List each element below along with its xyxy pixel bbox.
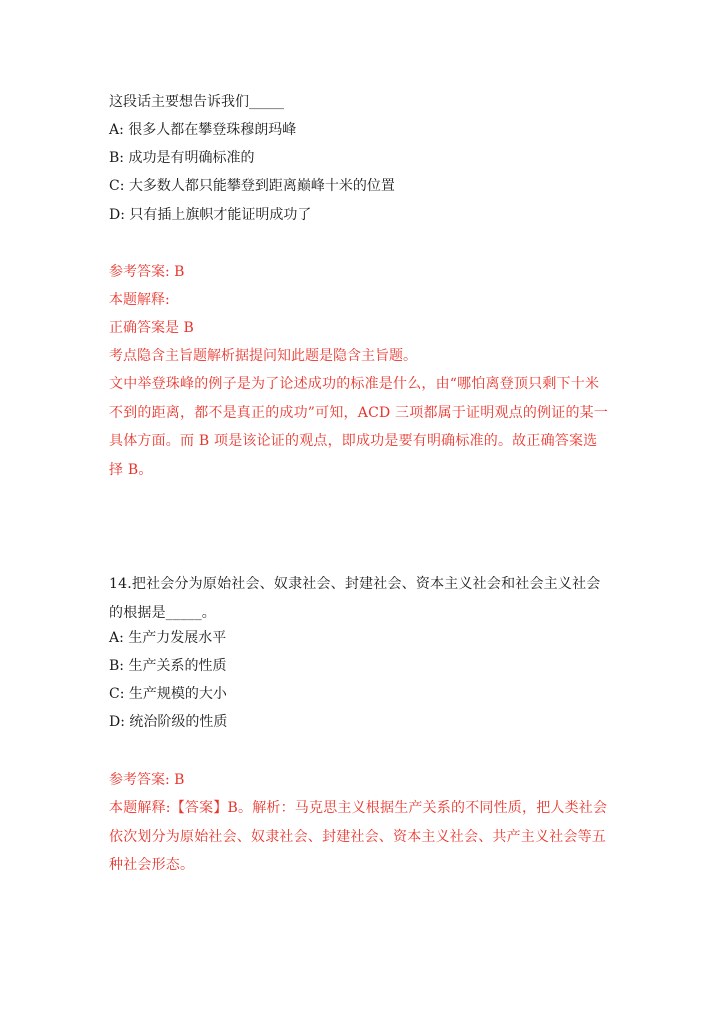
q14-option-c: C: 生产规模的大小 bbox=[109, 686, 227, 702]
q14-explanation: 本题解释:【答案】B。解析：马克思主义根据生产关系的不同性质，把人类社会依次划分为原始社会、奴隶社会、封建社会、资本主义社会、共产主义社会等五种社会形态。 bbox=[109, 800, 608, 874]
q14-option-b: B: 生产关系的性质 bbox=[109, 658, 227, 674]
explanation-correct-answer: 正确答案是 B bbox=[109, 320, 194, 336]
explanation-key-point: 考点隐含主旨题解析据提问知此题是隐含主旨题。 bbox=[109, 348, 417, 364]
option-a: A: 很多人都在攀登珠穆朗玛峰 bbox=[109, 122, 297, 138]
option-b: B: 成功是有明确标准的 bbox=[109, 150, 255, 166]
q14-option-a: A: 生产力发展水平 bbox=[109, 630, 227, 646]
explanation-paragraph: 文中举登珠峰的例子是为了论述成功的标准是什么，由“哪怕离登顶只剩下十米不到的距离，都不是真正的成功”可知，ACD 三项都属于证明观点的例证的某一具体方面。而 B 项是该论证的观点，即成功是要有明确标准的。故正确答案选择 B。 bbox=[109, 376, 609, 478]
explanation-label: 本题解释: bbox=[109, 292, 170, 308]
option-c: C: 大多数人都只能攀登到距离巅峰十米的位置 bbox=[109, 178, 395, 194]
reference-answer: 参考答案: B bbox=[109, 264, 185, 280]
q14-reference-answer: 参考答案: B bbox=[109, 772, 185, 788]
question-stem: 这段话主要想告诉我们_____ bbox=[109, 94, 284, 110]
option-d: D: 只有插上旗帜才能证明成功了 bbox=[109, 207, 312, 223]
q14-option-d: D: 统治阶级的性质 bbox=[109, 714, 228, 730]
question-14-stem: 14.把社会分为原始社会、奴隶社会、封建社会、资本主义社会和社会主义社会的根据是_____。 bbox=[109, 576, 601, 621]
